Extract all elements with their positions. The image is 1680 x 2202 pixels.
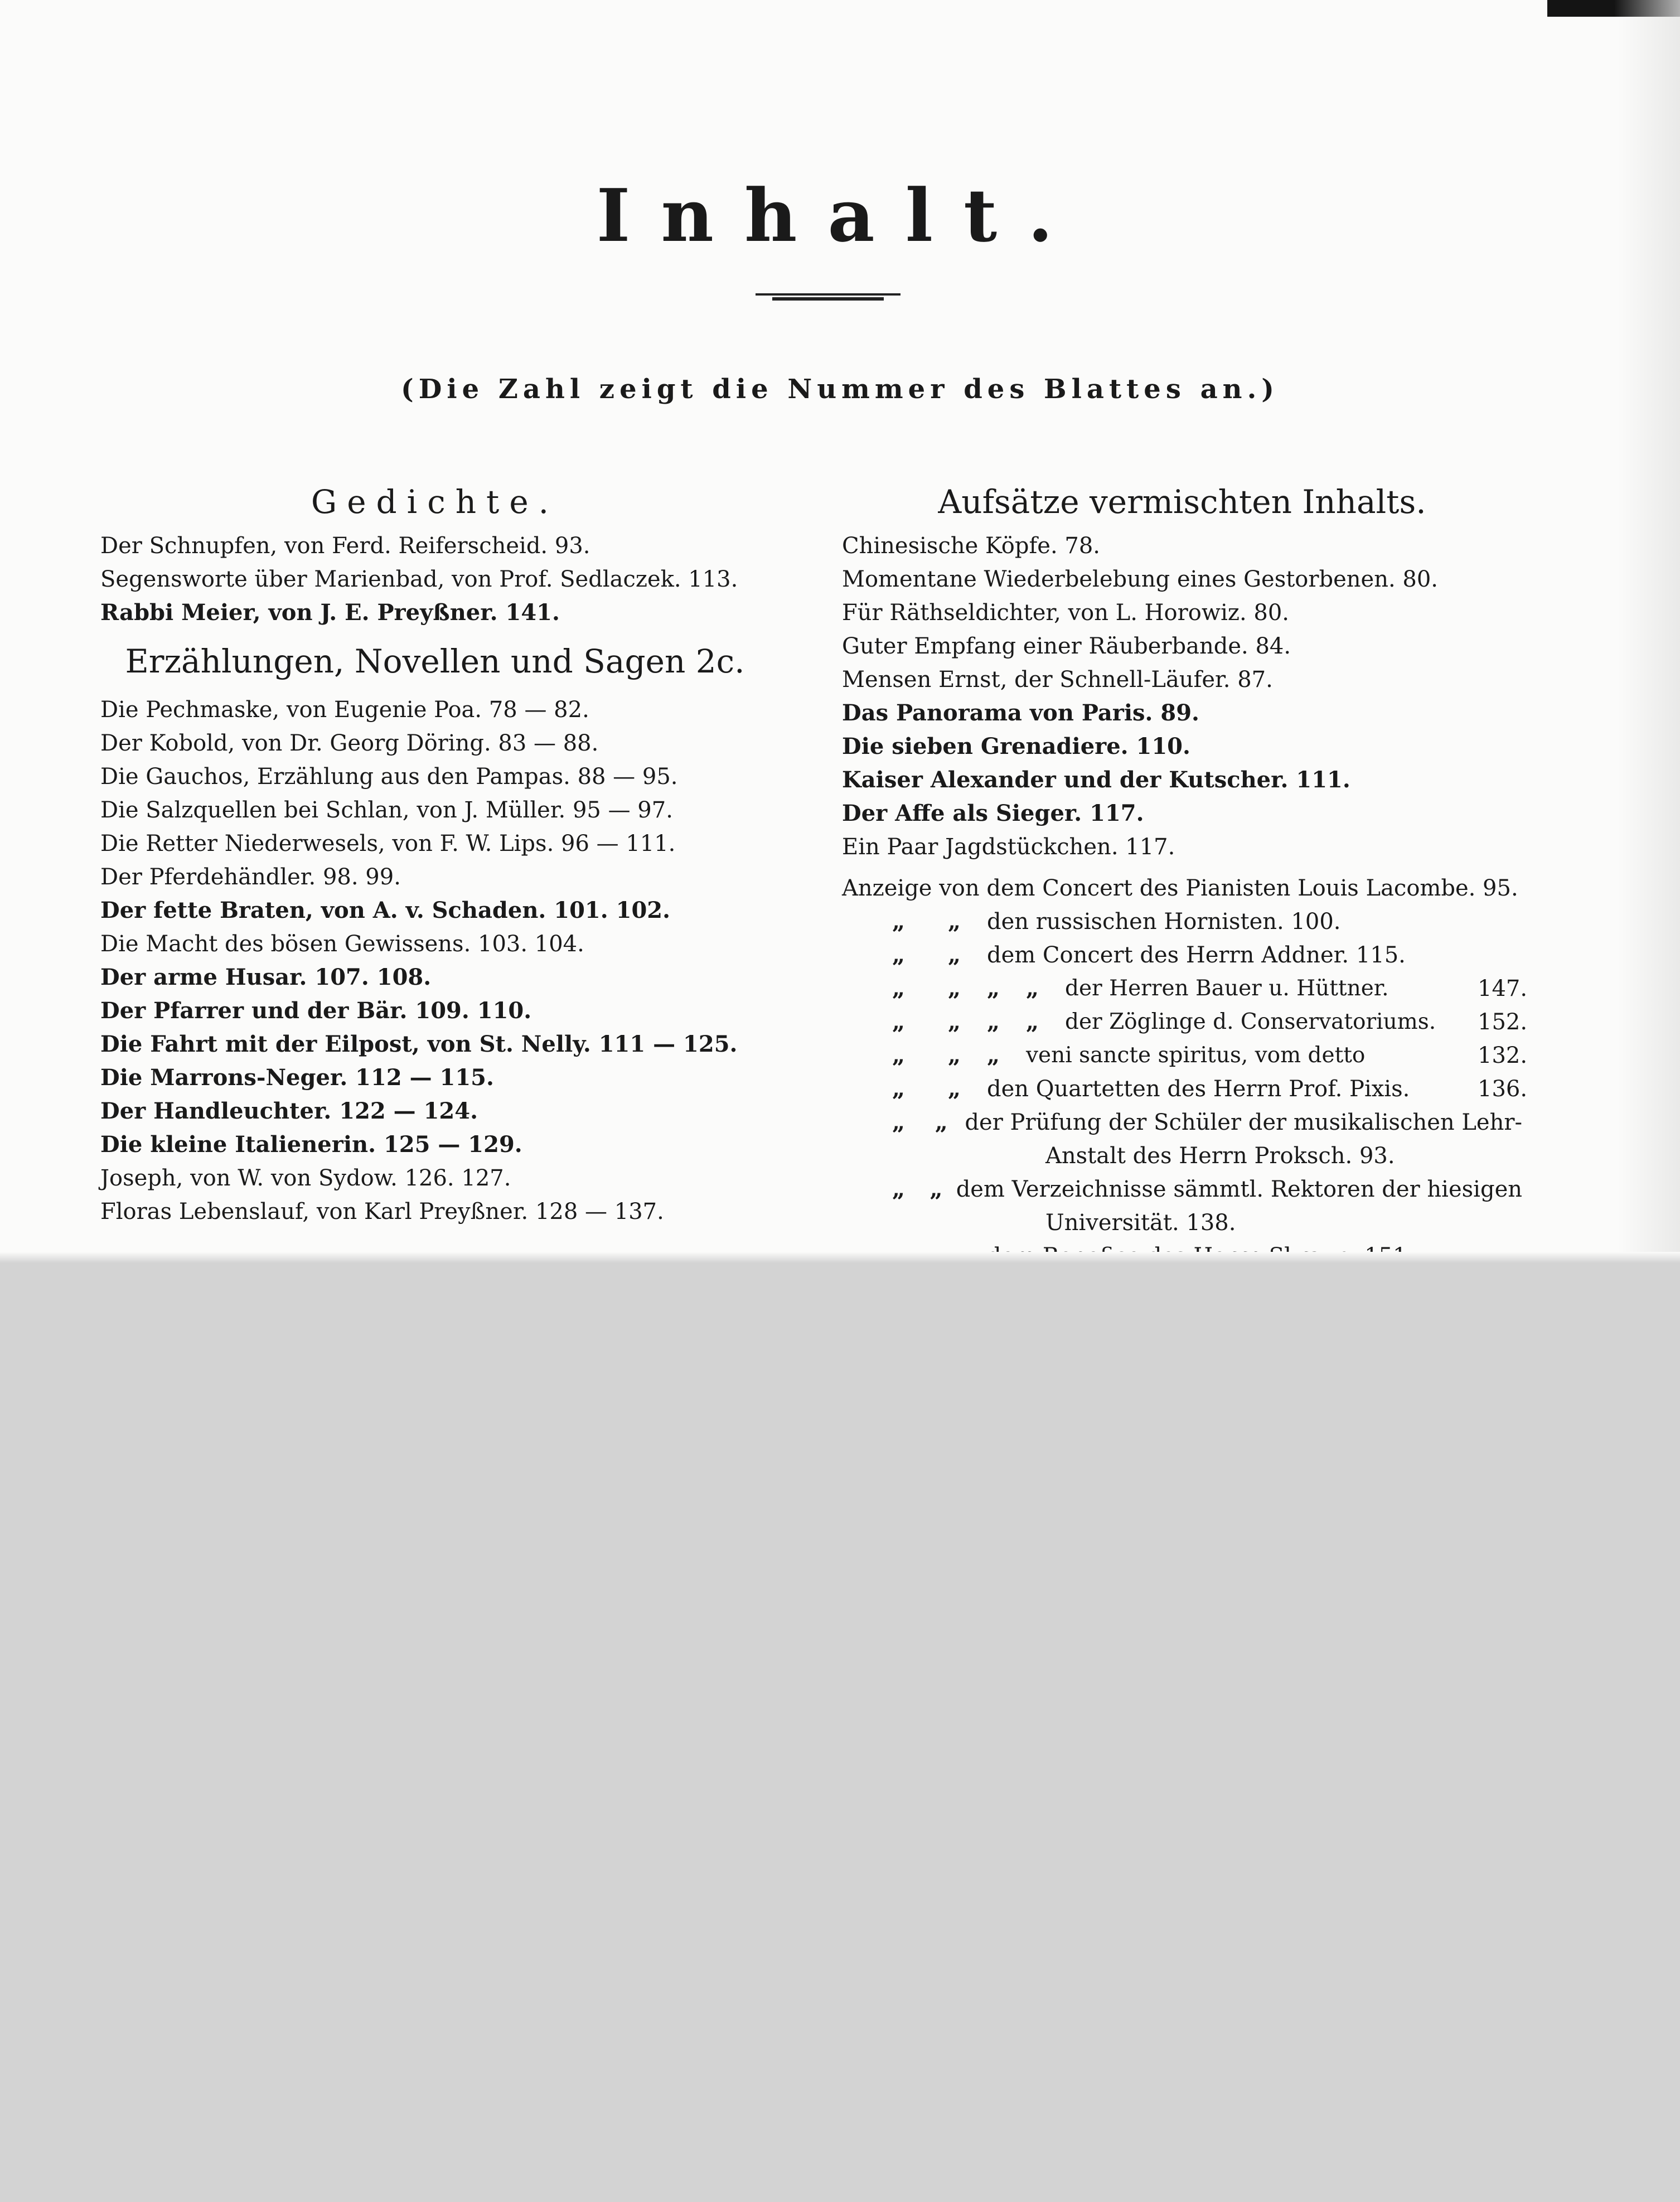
title-rule <box>756 292 900 302</box>
list-item: Die Retter Niederwesels, von F. W. Lips. 96 — 111. <box>100 831 676 856</box>
list-item: Mensen Ernst, der Schnell-Läufer. 87. <box>842 667 1273 693</box>
list-item: Die Gauchos, Erzählung aus den Pampas. 88 — 95. <box>100 764 678 790</box>
ditto-mark: „ <box>948 1009 961 1035</box>
notice-text: der Herren Bauer u. Hüttner. <box>1065 976 1389 1001</box>
notice-item <box>842 1039 1528 1072</box>
list-item: Die sieben Grenadiere. 110. <box>842 733 1190 759</box>
notice-item <box>842 1173 1522 1206</box>
notices-intro: Anzeige von dem Concert des Pianisten Louis Lacombe. 95. <box>842 875 1518 901</box>
list-item: Der Pfarrer und der Bär. 109. 110. <box>100 998 532 1024</box>
ditto-mark: „ <box>948 975 961 1001</box>
right-column <box>842 482 1528 1263</box>
list-item: Guter Empfang einer Räuberbande. 84. <box>842 633 1291 659</box>
subtitle: (Die Zahl zeigt die Nummer des Blattes an.) <box>401 374 1279 405</box>
list-item: Der Schnupfen, von Ferd. Reiferscheid. 93. <box>100 533 590 559</box>
heading-stories: Erzählungen, Novellen und Sagen 2c. <box>125 642 745 680</box>
ditto-mark: „ <box>948 908 961 935</box>
notice-number: 136. <box>1478 1076 1528 1102</box>
page-title: Inhalt. <box>596 173 1084 258</box>
notice-item <box>842 905 1522 938</box>
ditto-mark: „ <box>1026 1009 1039 1035</box>
list-item: Der arme Husar. 107. 108. <box>100 964 432 990</box>
notice-item <box>842 938 1522 972</box>
notice-text: den russischen Hornisten. 100. <box>987 909 1341 935</box>
list-item: Das Panorama von Paris. 89. <box>842 700 1199 726</box>
ditto-mark: „ <box>948 942 961 968</box>
ditto-mark: „ <box>929 1176 943 1202</box>
notice-text: der Zöglinge d. Conservatoriums. <box>1065 1009 1436 1034</box>
list-item: Die Fahrt mit der Eilpost, von St. Nelly. 111 — 125. <box>100 1031 738 1057</box>
list-item: Die Salzquellen bei Schlan, von J. Müller. 95 — 97. <box>100 797 673 823</box>
list-item: Floras Lebenslauf, von Karl Preyßner. 128 — 137. <box>100 1199 664 1225</box>
list-item: Der Handleuchter. 122 — 124. <box>100 1098 478 1124</box>
notice-continuation: Anstalt des Herrn Proksch. 93. <box>1045 1143 1395 1169</box>
ditto-mark: „ <box>1026 975 1039 1001</box>
ditto-mark: „ <box>892 1109 906 1135</box>
page-cut-edge <box>0 1252 1680 1263</box>
list-item: Der Kobold, von Dr. Georg Döring. 83 — 88. <box>100 730 599 756</box>
list-item: Der Pferdehändler. 98. 99. <box>100 864 401 890</box>
list-item: Chinesische Köpfe. 78. <box>842 533 1101 559</box>
notice-number: 147. <box>1478 976 1528 1001</box>
list-item: Für Räthseldichter, von L. Horowiz. 80. <box>842 600 1289 626</box>
ditto-mark: „ <box>987 1042 1000 1068</box>
ditto-mark: „ <box>892 1042 906 1068</box>
heading-essays: Aufsätze vermischten Inhalts. <box>938 483 1426 521</box>
ditto-mark: „ <box>892 1076 906 1102</box>
list-item: Segensworte über Marienbad, von Prof. Sedlaczek. 113. <box>100 567 738 592</box>
ditto-mark: „ <box>948 1076 961 1102</box>
list-item: Die Marrons-Neger. 112 — 115. <box>100 1064 494 1091</box>
notice-item <box>842 972 1528 1005</box>
notice-item <box>842 1106 1522 1139</box>
list-item: Joseph, von W. von Sydow. 126. 127. <box>100 1165 511 1191</box>
list-item: Kaiser Alexander und der Kutscher. 111. <box>842 767 1350 793</box>
list-item: Die Macht des bösen Gewissens. 103. 104. <box>100 931 584 957</box>
notice-item <box>842 1072 1528 1106</box>
list-item: Der Affe als Sieger. 117. <box>842 800 1144 826</box>
notice-number: 132. <box>1478 1043 1528 1068</box>
left-column <box>72 482 797 1228</box>
ditto-mark: „ <box>987 975 1000 1001</box>
ditto-mark: „ <box>892 908 906 935</box>
list-item: Die kleine Italienerin. 125 — 129. <box>100 1131 522 1158</box>
list-item: Der fette Braten, von A. v. Schaden. 101. 102. <box>100 897 671 923</box>
ditto-mark: „ <box>948 1042 961 1068</box>
ditto-mark: „ <box>892 1009 906 1035</box>
ditto-mark: „ <box>935 1109 948 1135</box>
notice-text: den Quartetten des Herrn Prof. Pixis. <box>987 1076 1410 1102</box>
ditto-mark: „ <box>892 942 906 968</box>
notice-text: veni sancte spiritus, vom detto <box>1026 1043 1366 1068</box>
heading-poems: Gedichte. <box>311 483 559 521</box>
notice-text: der Prüfung der Schüler der musikalischen Lehr- <box>965 1110 1522 1135</box>
list-item: Rabbi Meier, von J. E. Preyßner. 141. <box>100 599 560 626</box>
list-item: Ein Paar Jagdstückchen. 117. <box>842 834 1175 860</box>
notice-text: dem Concert des Herrn Addner. 115. <box>987 942 1406 968</box>
ditto-mark: „ <box>892 975 906 1001</box>
notice-text: dem Verzeichnisse sämmtl. Rektoren der hiesigen <box>956 1177 1522 1202</box>
ditto-mark: „ <box>987 1009 1000 1035</box>
list-item: Die Pechmaske, von Eugenie Poa. 78 — 82. <box>100 697 589 723</box>
notice-continuation: Universität. 138. <box>1045 1210 1236 1236</box>
notice-item <box>842 1005 1528 1039</box>
notice-number: 152. <box>1478 1009 1528 1035</box>
list-item: Momentane Wiederbelebung eines Gestorbenen. 80. <box>842 567 1439 592</box>
ditto-mark: „ <box>892 1176 906 1202</box>
